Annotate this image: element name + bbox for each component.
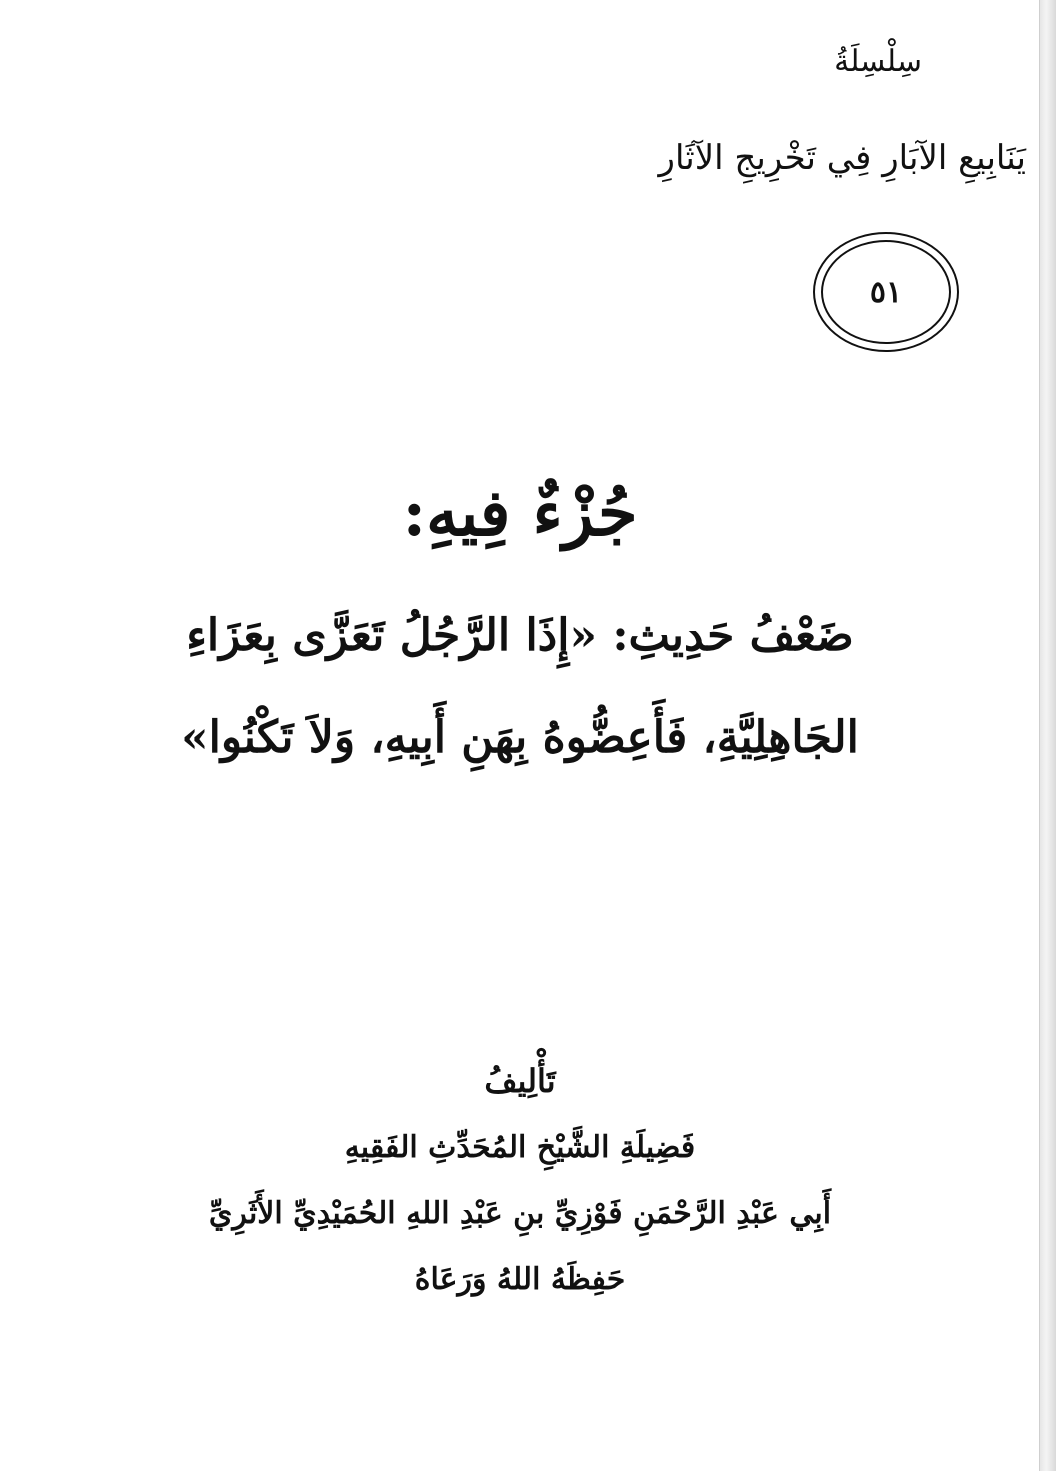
main-title: جُزْءٌ فِيهِ: — [402, 476, 638, 551]
subtitle-line-2: الجَاهِلِيَّةِ، فَأَعِضُّوهُ بِهَنِ أَبِيهِ، وَلاَ تَكْنُوا» — [181, 712, 859, 763]
author-heading: تَأْلِيفُ — [484, 1062, 556, 1100]
volume-number-badge — [813, 232, 959, 352]
series-name: يَنَابِيعِ الآبَارِ فِي تَخْرِيجِ الآثَارِ — [658, 138, 1026, 178]
subtitle-line-1: ضَعْفُ حَدِيثِ: «إِذَا الرَّجُلُ تَعَزَّى بِعَزَاءِ — [186, 610, 854, 661]
author-honorific: فَضِيلَةِ الشَّيْخِ المُحَدِّثِ الفَقِيهِ — [344, 1130, 696, 1165]
page-edge — [1039, 0, 1056, 1471]
series-label: سِلْسِلَةُ — [834, 44, 922, 79]
author-name: أَبِي عَبْدِ الرَّحْمَنِ فَوْزِيِّ بنِ عَبْدِ اللهِ الحُمَيْدِيِّ الأَثَرِيِّ — [208, 1196, 832, 1231]
author-prayer: حَفِظَهُ اللهُ وَرَعَاهُ — [414, 1262, 626, 1297]
volume-number: ٥١ — [821, 240, 951, 344]
